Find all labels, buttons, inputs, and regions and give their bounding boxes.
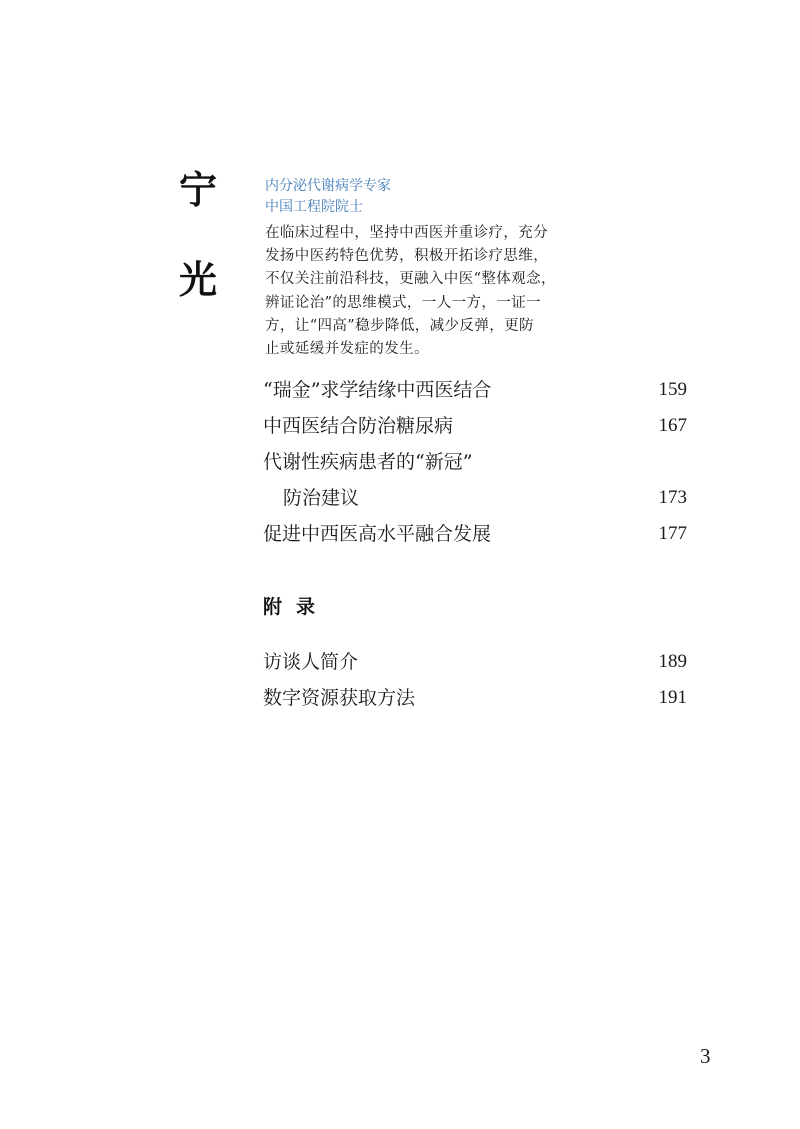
toc-entry-page: 173 <box>658 487 687 508</box>
quote-line: 方，让“四高”稳步降低，减少反弹，更防 <box>265 317 534 334</box>
toc-entry-title-multiline <box>263 444 472 516</box>
toc-entry[interactable] <box>263 516 687 552</box>
author-quote <box>265 222 607 361</box>
appendix-entry[interactable] <box>263 680 687 716</box>
appendix-contents <box>263 644 687 716</box>
appendix-entry[interactable] <box>263 644 687 680</box>
toc-entry-title-line1: 代谢性疾病患者的“新冠” <box>263 451 473 473</box>
quote-line: 在临床过程中，坚持中西医并重诊疗，充分 <box>265 225 549 241</box>
appendix-entry-page: 189 <box>658 651 687 672</box>
author-name-vertical <box>173 168 223 302</box>
table-of-contents <box>263 372 687 552</box>
appendix-heading: 附录 <box>263 596 330 618</box>
quote-line: 不仅关注前沿科技，更融入中医“整体观念， <box>265 271 556 288</box>
author-title-specialty: 内分泌代谢病学专家 <box>265 178 391 194</box>
toc-entry-page: 177 <box>658 523 687 544</box>
quote-line: 辨证论治”的思维模式，一人一方，一证一 <box>265 294 542 311</box>
appendix-entry-page: 191 <box>658 687 687 708</box>
appendix-entry-title: 数字资源获取方法 <box>263 687 416 709</box>
quote-line: 止或延缓并发症的发生。 <box>265 340 429 357</box>
appendix-entry-title: 访谈人简介 <box>263 651 359 673</box>
toc-entry-title: 促进中西医高水平融合发展 <box>263 523 492 545</box>
toc-entry-title: 中西医结合防治糖尿病 <box>263 415 454 437</box>
toc-entry-page: 167 <box>658 415 687 436</box>
author-titles <box>265 176 625 218</box>
author-title-academician: 中国工程院院士 <box>265 199 363 215</box>
page-number: 3 <box>700 1044 711 1068</box>
author-name-char-1: 宁 <box>178 167 217 212</box>
toc-entry[interactable] <box>263 372 687 408</box>
toc-entry-page: 159 <box>658 379 687 400</box>
author-name-char-2: 光 <box>178 257 217 302</box>
toc-entry[interactable] <box>263 444 687 516</box>
toc-entry-title-line2: 防治建议 <box>283 487 360 509</box>
toc-entry-title: “瑞金”求学结缘中西医结合 <box>263 379 492 401</box>
toc-entry[interactable] <box>263 408 687 444</box>
quote-line: 发扬中医药特色优势，积极开拓诊疗思维， <box>265 248 549 265</box>
